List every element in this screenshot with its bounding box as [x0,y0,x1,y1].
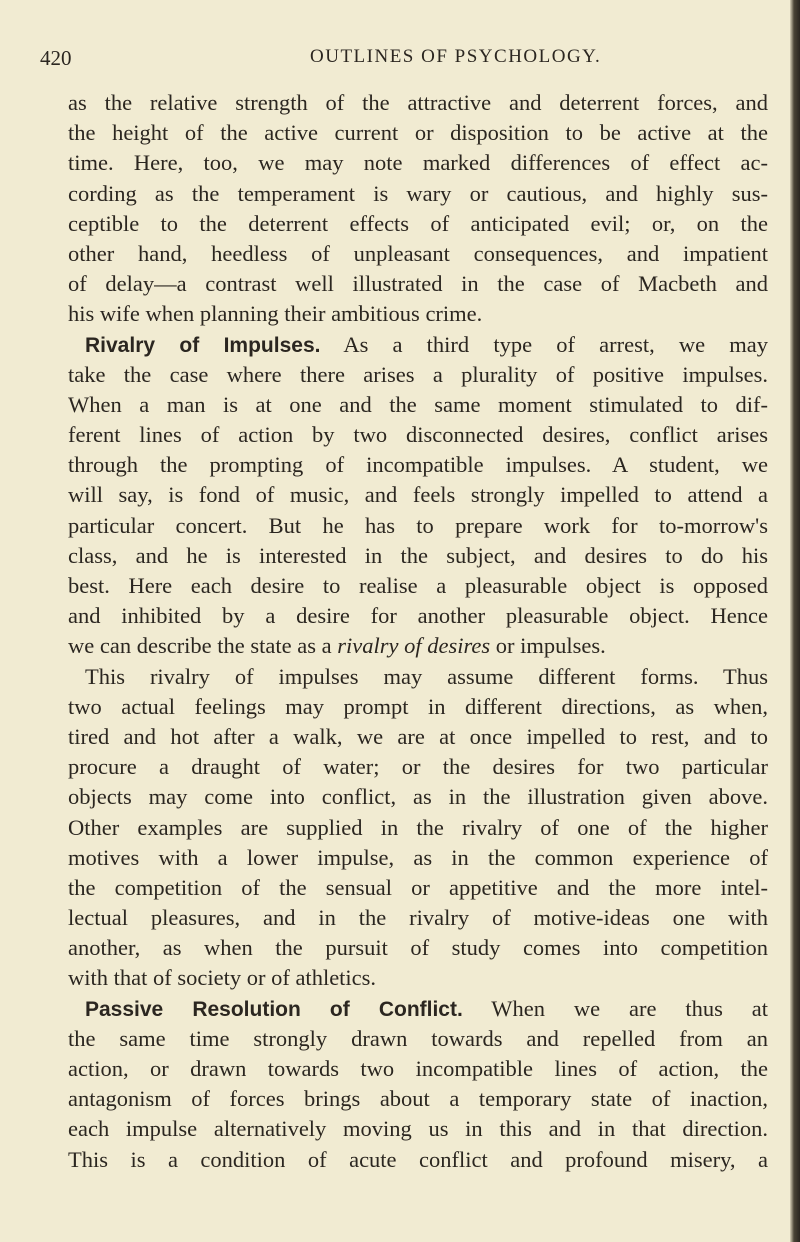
line-text: or impulses. [490,633,606,659]
line-text: When a man is at one and the same moment stimulated to dif- [68,391,768,417]
text-line [68,692,768,722]
line-text: best. Here each desire to realise a pleasurable object is opposed [68,573,768,598]
text-line [68,299,768,329]
line-text: and inhibited by a desire for another pleasurable object. Hence [68,603,768,629]
line-text: cording as the temperament is wary or cautious, and highly sus- [68,180,768,206]
line-text: each impulse alternatively moving us in this and in that direction. [68,1116,768,1142]
running-title: OUTLINES OF PSYCHOLOGY. [310,46,602,67]
line-text: as the relative strength of the attractive and deterrent forces, and [68,90,768,115]
line-text: motives with a lower impulse, as in the common experience of [68,844,768,870]
text-line [68,1084,768,1114]
text-line [68,511,768,541]
line-text: another, as when the pursuit of study comes into competition [68,935,768,961]
text-line [68,239,768,269]
line-text: of delay—a contrast well illustrated in the case of Macbeth and [68,271,768,297]
line-text: the height of the active current or disposition to be active at the [68,120,768,146]
text-line [68,179,768,209]
text-line [68,118,768,148]
line-text: through the prompting of incompatible impulses. A student, we [68,452,768,478]
text-line [68,420,768,450]
line-text: his wife when planning their ambitious crime. [68,301,483,327]
body-text [68,88,768,1175]
text-line [68,631,768,661]
line-text: time. Here, too, we may note marked differences of effect ac- [68,150,768,176]
text-line [68,843,768,873]
line-text: objects may come into conflict, as in the illustration given above. [68,784,768,810]
section-heading: Rivalry of Impulses. [85,333,321,357]
line-text: particular concert. But he has to prepare work for to-morrow's [68,512,768,538]
line-text: lectual pleasures, and in the rivalry of motive-ideas one with [68,905,768,931]
line-text: with that of society or of athletics. [68,965,377,991]
page-edge [790,0,800,1242]
text-line [68,1024,768,1054]
text-line [68,269,768,299]
text-line [68,782,768,812]
line-text: class, and he is interested in the subject, and desires to do his [68,542,768,568]
text-line [68,873,768,903]
text-line [68,994,768,1024]
line-text: tired and hot after a walk, we are at once impelled to rest, and to [68,723,768,749]
italic-text: rivalry of desires [337,633,491,659]
text-line [68,450,768,480]
text-line [68,813,768,843]
line-text: we can describe the state as a [68,633,338,659]
text-line [68,330,768,360]
text-line [68,148,768,178]
page-number: 420 [40,46,72,70]
text-line [68,209,768,239]
text-line [68,1114,768,1144]
line-text: This is a condition of acute conflict and profound misery, a [68,1146,768,1172]
line-text: procure a draught of water; or the desires for two particular [68,754,768,780]
line-text: When we are thus at [462,995,768,1021]
text-line [68,360,768,390]
text-line [68,88,768,118]
text-line [68,601,768,631]
line-text: ceptible to the deterrent effects of anticipated evil; or, on the [68,210,768,236]
page-header [40,46,768,76]
text-line [68,541,768,571]
line-text: the competition of the sensual or appetitive and the more intel- [68,874,768,900]
line-text: will say, is fond of music, and feels strongly impelled to attend a [68,482,768,508]
line-text: action, or drawn towards two incompatible lines of action, the [68,1056,768,1081]
text-line [68,722,768,752]
line-text: other hand, heedless of unpleasant consequences, and impatient [68,240,768,266]
line-text: the same time strongly drawn towards and repelled from an [68,1025,768,1051]
line-text: This rivalry of impulses may assume different forms. Thus [85,663,768,689]
line-text: take the case where there arises a plurality of positive impulses. [68,361,768,387]
text-line [68,963,768,993]
text-line [68,903,768,933]
line-text: ferent lines of action by two disconnected desires, conflict arises [68,422,768,448]
text-line [68,390,768,420]
text-line [68,752,768,782]
text-line [68,1145,768,1175]
text-line [68,1054,768,1084]
line-text: two actual feelings may prompt in different directions, as when, [68,693,768,719]
line-text: antagonism of forces brings about a temporary state of inaction, [68,1086,768,1112]
text-line [68,571,768,601]
text-line [68,933,768,963]
line-text: As a third type of arrest, we may [320,331,768,357]
line-text: Other examples are supplied in the rivalry of one of the higher [68,814,768,840]
text-line [68,480,768,510]
section-heading: Passive Resolution of Conflict. [85,997,463,1021]
text-line [68,662,768,692]
